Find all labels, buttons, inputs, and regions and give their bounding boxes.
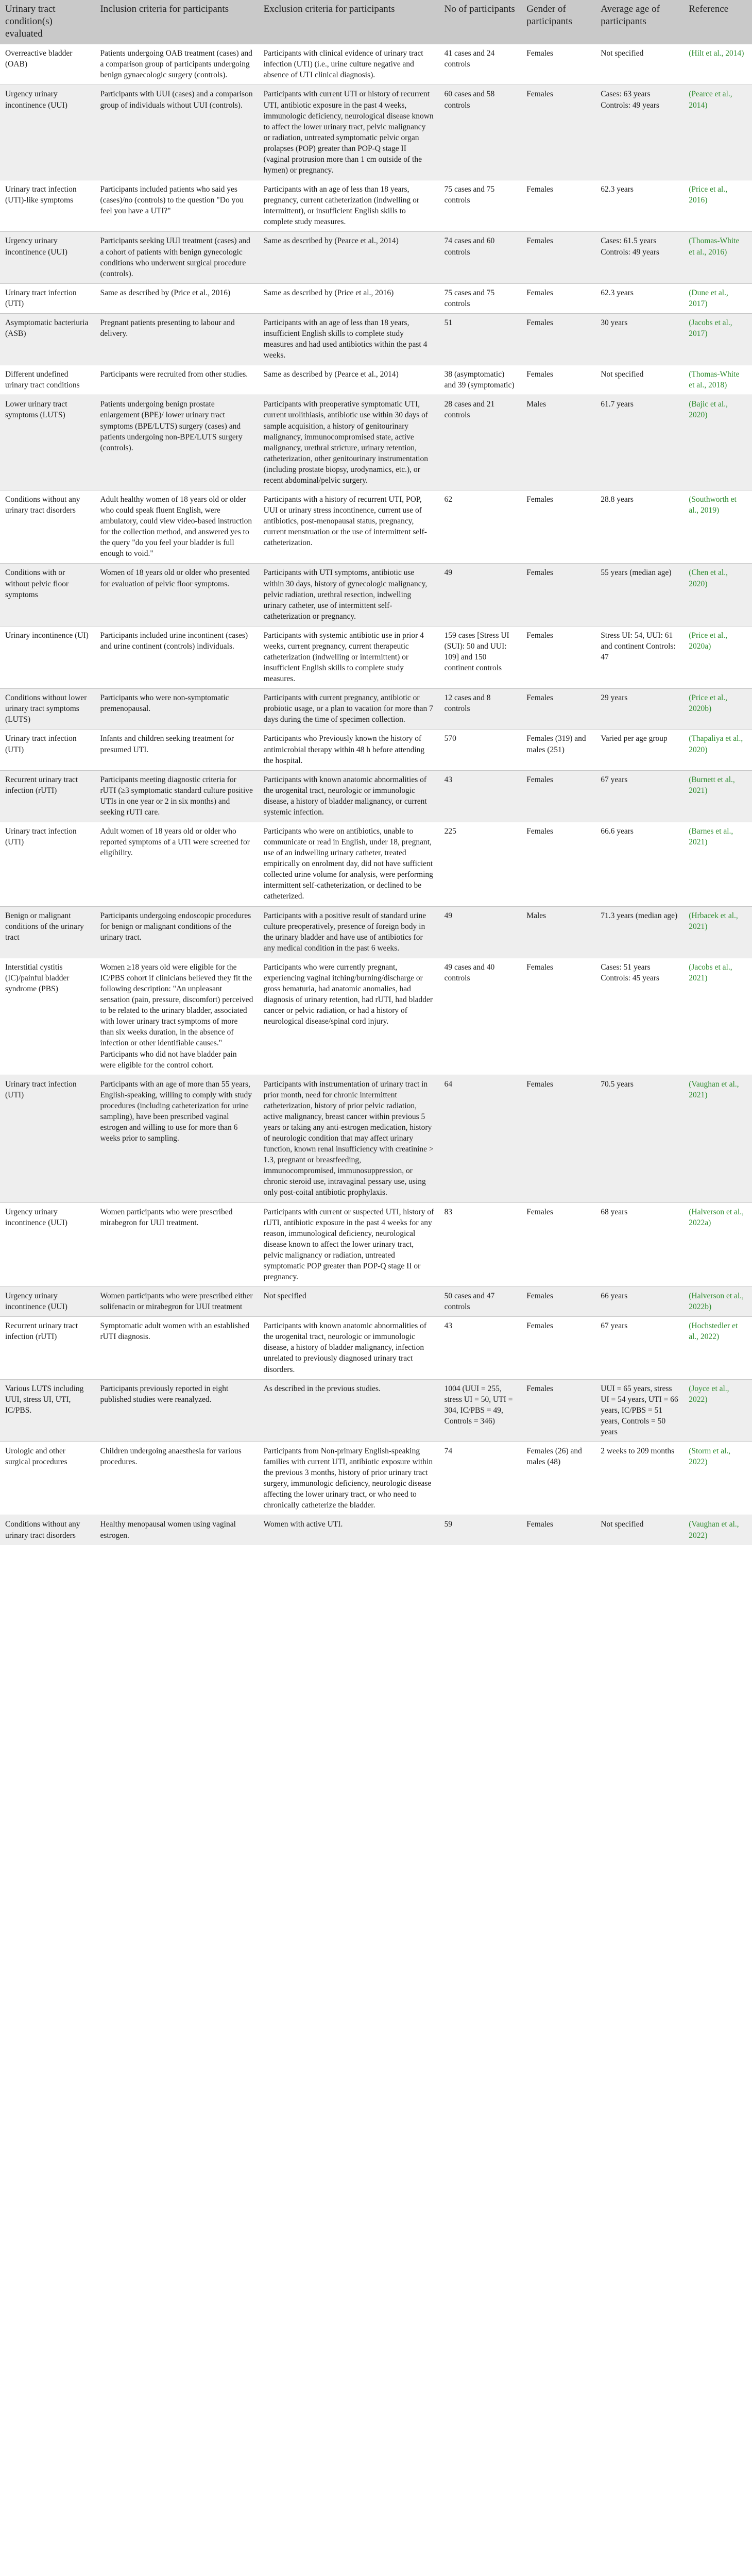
cell-age: 30 years — [595, 313, 683, 365]
cell-age: Not specified — [595, 1515, 683, 1545]
cell-gender: Females — [521, 365, 595, 395]
cell-gender: Females (319) and males (251) — [521, 730, 595, 770]
cell-participants: 51 — [439, 313, 522, 365]
table-row — [0, 564, 752, 626]
cell-reference[interactable]: (Burnett et al., 2021) — [683, 770, 752, 822]
cell-condition: Urinary tract infection (UTI) — [0, 822, 95, 907]
cell-reference[interactable]: (Halverson et al., 2022b) — [683, 1287, 752, 1317]
cell-inclusion: Patients undergoing OAB treatment (cases) and a comparison group of participants undergoing benign gynaecologic surgery (controls). — [95, 44, 258, 85]
cell-inclusion: Women ≥18 years old were eligible for the IC/PBS cohort if clinicians believed they fit the following description: "An unpleasant sensation (pain, pressure, discomfort) perceived to be related to the urinary bladder, associated with lower urinary tract symptoms of more than six weeks duration, in the absence of infection or other identifiable causes." Participants who did not have bladder pain were eligible for the control cohort. — [95, 958, 258, 1075]
cell-condition: Urgency urinary incontinence (UUI) — [0, 1287, 95, 1317]
cell-age: 68 years — [595, 1202, 683, 1287]
table-row — [0, 44, 752, 85]
cell-exclusion: Participants with current or suspected UTI, history of rUTI, antibiotic exposure in the past 4 weeks for any reason, immunological deficiency, neurological disease known to affect the lower urinary tract, pelvic malignancy or radiation, untreated symptomatic POP greater than POP-Q stage II or pregnancy. — [259, 1202, 439, 1287]
cell-condition: Different undefined urinary tract conditions — [0, 365, 95, 395]
cell-reference[interactable]: (Vaughan et al., 2022) — [683, 1515, 752, 1545]
cell-participants: 75 cases and 75 controls — [439, 283, 522, 313]
cell-condition: Recurrent urinary tract infection (rUTI) — [0, 770, 95, 822]
header-row — [0, 0, 752, 44]
cell-reference[interactable]: (Pearce et al., 2014) — [683, 85, 752, 180]
cell-gender: Females — [521, 180, 595, 232]
cell-condition: Urinary tract infection (UTI)-like symptoms — [0, 180, 95, 232]
cell-reference[interactable]: (Jacobs et al., 2017) — [683, 313, 752, 365]
table-row — [0, 395, 752, 490]
cell-age: 61.7 years — [595, 395, 683, 490]
cell-reference[interactable]: (Hochstedler et al., 2022) — [683, 1317, 752, 1379]
table-row — [0, 906, 752, 958]
cell-inclusion: Women participants who were prescribed mirabegron for UUI treatment. — [95, 1202, 258, 1287]
cell-gender: Females — [521, 770, 595, 822]
cell-reference[interactable]: (Bajic et al., 2020) — [683, 395, 752, 490]
table-row — [0, 313, 752, 365]
cell-gender: Females — [521, 44, 595, 85]
cell-participants: 49 — [439, 564, 522, 626]
cell-exclusion: As described in the previous studies. — [259, 1379, 439, 1442]
cell-exclusion: Not specified — [259, 1287, 439, 1317]
table-row — [0, 180, 752, 232]
cell-age: 67 years — [595, 770, 683, 822]
cell-condition: Conditions without any urinary tract disorders — [0, 1515, 95, 1545]
cell-inclusion: Participants who were non-symptomatic premenopausal. — [95, 689, 258, 730]
cell-exclusion: Participants with UTI symptoms, antibiotic use within 30 days, history of gynecologic malignancy, pelvic radiation, urethral resection, indwelling urinary catheter, use of intermittent self-catheterization or pregnancy. — [259, 564, 439, 626]
cell-age: 29 years — [595, 689, 683, 730]
cell-age: 62.3 years — [595, 180, 683, 232]
cell-inclusion: Participants seeking UUI treatment (cases) and a cohort of patients with benign gynecologic conditions who underwent surgical procedure (controls). — [95, 232, 258, 283]
cell-age: 66.6 years — [595, 822, 683, 907]
cell-age: Cases: 51 years Controls: 45 years — [595, 958, 683, 1075]
cell-inclusion: Women of 18 years old or older who presented for evaluation of pelvic floor symptoms. — [95, 564, 258, 626]
cell-participants: 49 cases and 40 controls — [439, 958, 522, 1075]
cell-exclusion: Participants with preoperative symptomatic UTI, current urolithiasis, antibiotic use within 30 days of sample acquisition, a history of genitourinary malignancy, immunocompromised state, active malignancy, urethral stricture, urinary retention, catheterization, other genitourinary instrumentation (including prostate biopsy, urodynamics, etc.), or recent abdominal/pelvic surgery. — [259, 395, 439, 490]
cell-condition: Lower urinary tract symptoms (LUTS) — [0, 395, 95, 490]
cell-exclusion: Participants who were currently pregnant, experiencing vaginal itching/burning/discharge or gross hematuria, had anatomic anomalies, had diagnosis of urinary retention, had rUTI, had bladder cancer or pelvic radiation, or had a history of neurological disease/spinal cord injury. — [259, 958, 439, 1075]
cell-inclusion: Same as described by (Price et al., 2016) — [95, 283, 258, 313]
cell-inclusion: Children undergoing anaesthesia for various procedures. — [95, 1442, 258, 1515]
cell-age: Not specified — [595, 44, 683, 85]
table-row — [0, 770, 752, 822]
cell-condition: Recurrent urinary tract infection (rUTI) — [0, 1317, 95, 1379]
cell-inclusion: Pregnant patients presenting to labour and delivery. — [95, 313, 258, 365]
table-row — [0, 1287, 752, 1317]
cell-condition: Urinary tract infection (UTI) — [0, 730, 95, 770]
header-reference: Reference — [683, 0, 752, 44]
cell-participants: 60 cases and 58 controls — [439, 85, 522, 180]
cell-reference[interactable]: (Joyce et al., 2022) — [683, 1379, 752, 1442]
header-condition: Urinary tract condition(s) evaluated — [0, 0, 95, 44]
cell-inclusion: Adult healthy women of 18 years old or older who could speak fluent English, were ambulatory, could view video-based instruction for the collection method, and answered yes to the query "do you feel your bladder is full enough to void." — [95, 490, 258, 563]
cell-participants: 570 — [439, 730, 522, 770]
cell-gender: Females — [521, 232, 595, 283]
cell-condition: Various LUTS including UUI, stress UI, UTI, IC/PBS. — [0, 1379, 95, 1442]
cell-reference[interactable]: (Thomas-White et al., 2016) — [683, 232, 752, 283]
cell-gender: Females — [521, 1202, 595, 1287]
header-exclusion: Exclusion criteria for participants — [259, 0, 439, 44]
cell-reference[interactable]: (Vaughan et al., 2021) — [683, 1075, 752, 1202]
cell-gender: Females — [521, 822, 595, 907]
cell-gender: Males — [521, 395, 595, 490]
cell-age: 71.3 years (median age) — [595, 906, 683, 958]
table-row — [0, 822, 752, 907]
cell-exclusion: Participants with instrumentation of urinary tract in prior month, need for chronic intermittent catheterization, history of prior pelvic radiation, active malignancy, breast cancer within previous 5 years or taking any anti-estrogen medication, history of neurologic condition that may affect urinary function, known renal insufficiency with creatinine > 1.3, pregnant or breastfeeding, immunocompromised, immunosuppression, or chronic steroid use, intravaginal pessary use, using only post-coital antibiotic prophylaxis. — [259, 1075, 439, 1202]
cell-condition: Conditions with or without pelvic floor symptoms — [0, 564, 95, 626]
cell-exclusion: Same as described by (Price et al., 2016) — [259, 283, 439, 313]
cell-condition: Interstitial cystitis (IC)/painful bladder syndrome (PBS) — [0, 958, 95, 1075]
table-row — [0, 365, 752, 395]
cell-reference[interactable]: (Chen et al., 2020) — [683, 564, 752, 626]
cell-condition: Overreactive bladder (OAB) — [0, 44, 95, 85]
cell-reference[interactable]: (Price et al., 2020a) — [683, 626, 752, 688]
table-row — [0, 689, 752, 730]
cell-exclusion: Participants who Previously known the history of antimicrobial therapy within 48 h before attending the hospital. — [259, 730, 439, 770]
cell-participants: 1004 (UUI = 255, stress UI = 50, UTI = 304, IC/PBS = 49, Controls = 346) — [439, 1379, 522, 1442]
cell-participants: 43 — [439, 1317, 522, 1379]
cell-exclusion: Participants with known anatomic abnormalities of the urogenital tract, neurologic or immunologic disease, a history of bladder malignancy, or current systemic infection. — [259, 770, 439, 822]
cell-participants: 49 — [439, 906, 522, 958]
header-participants: No of participants — [439, 0, 522, 44]
cell-condition: Urgency urinary incontinence (UUI) — [0, 1202, 95, 1287]
cell-age: Stress UI: 54, UUI: 61 and continent Controls: 47 — [595, 626, 683, 688]
cell-participants: 12 cases and 8 controls — [439, 689, 522, 730]
cell-reference[interactable]: (Thapaliya et al., 2020) — [683, 730, 752, 770]
table-row — [0, 490, 752, 563]
cell-age: Cases: 61.5 years Controls: 49 years — [595, 232, 683, 283]
table-row — [0, 1442, 752, 1515]
cell-reference[interactable]: (Barnes et al., 2021) — [683, 822, 752, 907]
cell-participants: 62 — [439, 490, 522, 563]
cell-inclusion: Participants meeting diagnostic criteria for rUTI (≥3 symptomatic standard culture positive UTIs in one year or 2 in six months) and seeking rUTI care. — [95, 770, 258, 822]
cell-gender: Males — [521, 906, 595, 958]
cell-gender: Females — [521, 564, 595, 626]
cell-gender: Females — [521, 626, 595, 688]
cell-exclusion: Participants with an age of less than 18 years, pregnancy, current catheterization (indwelling or intermittent), or insufficient English skills to complete study measures. — [259, 180, 439, 232]
cell-age: 55 years (median age) — [595, 564, 683, 626]
cell-age: Varied per age group — [595, 730, 683, 770]
table-row — [0, 1515, 752, 1545]
cell-exclusion: Women with active UTI. — [259, 1515, 439, 1545]
cell-condition: Urgency urinary incontinence (UUI) — [0, 232, 95, 283]
cell-exclusion: Participants with current pregnancy, antibiotic or probiotic usage, or a plan to vacation for more than 7 days during the time of specimen collection. — [259, 689, 439, 730]
cell-gender: Females — [521, 490, 595, 563]
cell-exclusion: Participants with clinical evidence of urinary tract infection (UTI) (i.e., urine culture negative and absence of UTI clinical diagnosis). — [259, 44, 439, 85]
cell-condition: Urinary tract infection (UTI) — [0, 283, 95, 313]
cell-condition: Conditions without lower urinary tract symptoms (LUTS) — [0, 689, 95, 730]
cell-inclusion: Participants were recruited from other studies. — [95, 365, 258, 395]
cell-gender: Females — [521, 1317, 595, 1379]
cell-participants: 74 cases and 60 controls — [439, 232, 522, 283]
cell-age: 67 years — [595, 1317, 683, 1379]
cell-reference[interactable]: (Hilt et al., 2014) — [683, 44, 752, 85]
cell-exclusion: Participants from Non-primary English-speaking families with current UTI, antibiotic exposure within the previous 3 months, history of prior urinary tract surgery, immunologic deficiency, neurologic disease affecting the lower urinary tract, or who need to chronically catheterize the bladder. — [259, 1442, 439, 1515]
table-row — [0, 1379, 752, 1442]
cell-gender: Females — [521, 1287, 595, 1317]
cell-exclusion: Participants who were on antibiotics, unable to communicate or read in English, under 18, pregnant, use of an indwelling urinary catheter, treated empirically on enrolment day, did not have sufficient collected urine volume for analysis, were performing intermittent self-catheterization, or declined to be catheterized. — [259, 822, 439, 907]
cell-age: 62.3 years — [595, 283, 683, 313]
cell-condition: Benign or malignant conditions of the urinary tract — [0, 906, 95, 958]
cell-inclusion: Adult women of 18 years old or older who reported symptoms of a UTI were screened for eligibility. — [95, 822, 258, 907]
cell-gender: Females — [521, 283, 595, 313]
cell-participants: 28 cases and 21 controls — [439, 395, 522, 490]
cell-participants: 43 — [439, 770, 522, 822]
table-body — [0, 44, 752, 1545]
cell-participants: 41 cases and 24 controls — [439, 44, 522, 85]
cell-participants: 75 cases and 75 controls — [439, 180, 522, 232]
cell-exclusion: Participants with a positive result of standard urine culture preoperatively, presence of foreign body in the urinary bladder and have use of antibiotics for any medical condition in the past 6 weeks. — [259, 906, 439, 958]
cell-inclusion: Participants previously reported in eight published studies were reanalyzed. — [95, 1379, 258, 1442]
cell-reference[interactable]: (Southworth et al., 2019) — [683, 490, 752, 563]
table-row — [0, 283, 752, 313]
table-row — [0, 85, 752, 180]
table-row — [0, 1317, 752, 1379]
table-row — [0, 730, 752, 770]
header-gender: Gender of participants — [521, 0, 595, 44]
cell-condition: Urologic and other surgical procedures — [0, 1442, 95, 1515]
cell-inclusion: Participants with an age of more than 55 years, English-speaking, willing to comply with study procedures (including catheterization for urine sampling), have been prescribed vaginal estrogen and willing to use for more than 6 weeks prior to sampling. — [95, 1075, 258, 1202]
cell-age: Not specified — [595, 365, 683, 395]
cell-inclusion: Healthy menopausal women using vaginal estrogen. — [95, 1515, 258, 1545]
table-header — [0, 0, 752, 44]
table-row — [0, 1075, 752, 1202]
cell-gender: Females — [521, 85, 595, 180]
cell-participants: 74 — [439, 1442, 522, 1515]
cell-reference[interactable]: (Jacobs et al., 2021) — [683, 958, 752, 1075]
cell-gender: Females — [521, 689, 595, 730]
cell-condition: Urinary incontinence (UI) — [0, 626, 95, 688]
cell-age: 66 years — [595, 1287, 683, 1317]
table-row — [0, 626, 752, 688]
cell-exclusion: Participants with current UTI or history of recurrent UTI, antibiotic exposure in the past 4 weeks, immunologic deficiency, neurological disease known to affect the lower urinary tract, pelvic malignancy or radiation, untreated symptomatic pelvic organ prolapses (POP) greater than POP-Q stage II (vaginal protrusion more than 1 cm outside of the hymen) or pregnancy. — [259, 85, 439, 180]
cell-participants: 38 (asymptomatic) and 39 (symptomatic) — [439, 365, 522, 395]
header-inclusion: Inclusion criteria for participants — [95, 0, 258, 44]
cell-exclusion: Participants with an age of less than 18 years, insufficient English skills to complete study measures and had used antibiotics within the past 4 weeks. — [259, 313, 439, 365]
table-row — [0, 1202, 752, 1287]
cell-reference[interactable]: (Price et al., 2020b) — [683, 689, 752, 730]
cell-age: 70.5 years — [595, 1075, 683, 1202]
cell-inclusion: Symptomatic adult women with an established rUTI diagnosis. — [95, 1317, 258, 1379]
cell-exclusion: Same as described by (Pearce et al., 2014) — [259, 365, 439, 395]
cell-participants: 159 cases [Stress UI (SUI): 50 and UUI: 109] and 150 continent controls — [439, 626, 522, 688]
table-row — [0, 958, 752, 1075]
cell-age: 28.8 years — [595, 490, 683, 563]
cell-participants: 64 — [439, 1075, 522, 1202]
cell-participants: 225 — [439, 822, 522, 907]
cell-reference[interactable]: (Storm et al., 2022) — [683, 1442, 752, 1515]
cell-inclusion: Participants with UUI (cases) and a comparison group of individuals without UUI (controls). — [95, 85, 258, 180]
cell-inclusion: Participants included urine incontinent (cases) and urine continent (controls) individuals. — [95, 626, 258, 688]
cell-gender: Females — [521, 313, 595, 365]
cell-inclusion: Infants and children seeking treatment for presumed UTI. — [95, 730, 258, 770]
cell-gender: Females (26) and males (48) — [521, 1442, 595, 1515]
cell-participants: 83 — [439, 1202, 522, 1287]
cell-exclusion: Same as described by (Pearce et al., 2014) — [259, 232, 439, 283]
cell-exclusion: Participants with a history of recurrent UTI, POP, UUI or urinary stress incontinence, current use of antibiotics, post-menopausal status, pregnancy, current menstruation or the use of intermittent self-catheterization. — [259, 490, 439, 563]
cell-exclusion: Participants with systemic antibiotic use in prior 4 weeks, current pregnancy, current therapeutic catheterization (indwelling or intermittent) or insufficient English skills to complete study measures. — [259, 626, 439, 688]
cell-reference[interactable]: (Price et al., 2016) — [683, 180, 752, 232]
cell-inclusion: Patients undergoing benign prostate enlargement (BPE)/ lower urinary tract symptoms (BPE/LUTS) surgery (cases) and patients undergoing non-BPE/LUTS surgery (controls). — [95, 395, 258, 490]
table-row — [0, 232, 752, 283]
cell-inclusion: Participants undergoing endoscopic procedures for benign or malignant conditions of the urinary tract. — [95, 906, 258, 958]
cell-reference[interactable]: (Dune et al., 2017) — [683, 283, 752, 313]
cell-age: UUI = 65 years, stress UI = 54 years, UTI = 66 years, IC/PBS = 51 years, Controls = 50 years — [595, 1379, 683, 1442]
cell-participants: 50 cases and 47 controls — [439, 1287, 522, 1317]
cell-reference[interactable]: (Halverson et al., 2022a) — [683, 1202, 752, 1287]
cell-reference[interactable]: (Thomas-White et al., 2018) — [683, 365, 752, 395]
cell-participants: 59 — [439, 1515, 522, 1545]
cell-condition: Urinary tract infection (UTI) — [0, 1075, 95, 1202]
header-age: Average age of participants — [595, 0, 683, 44]
cell-gender: Females — [521, 1379, 595, 1442]
cell-inclusion: Participants included patients who said yes (cases)/no (controls) to the question "Do you feel you have a UTI?" — [95, 180, 258, 232]
cell-gender: Females — [521, 958, 595, 1075]
cell-condition: Urgency urinary incontinence (UUI) — [0, 85, 95, 180]
cell-condition: Conditions without any urinary tract disorders — [0, 490, 95, 563]
cell-condition: Asymptomatic bacteriuria (ASB) — [0, 313, 95, 365]
cell-inclusion: Women participants who were prescribed either solifenacin or mirabegron for UUI treatment — [95, 1287, 258, 1317]
cell-age: 2 weeks to 209 months — [595, 1442, 683, 1515]
cell-exclusion: Participants with known anatomic abnormalities of the urogenital tract, neurologic or immunologic disease, a history of bladder malignancy, infection unrelated to previously diagnosed urinary tract disorders. — [259, 1317, 439, 1379]
cell-gender: Females — [521, 1515, 595, 1545]
cell-reference[interactable]: (Hrbacek et al., 2021) — [683, 906, 752, 958]
cell-age: Cases: 63 years Controls: 49 years — [595, 85, 683, 180]
cell-gender: Females — [521, 1075, 595, 1202]
